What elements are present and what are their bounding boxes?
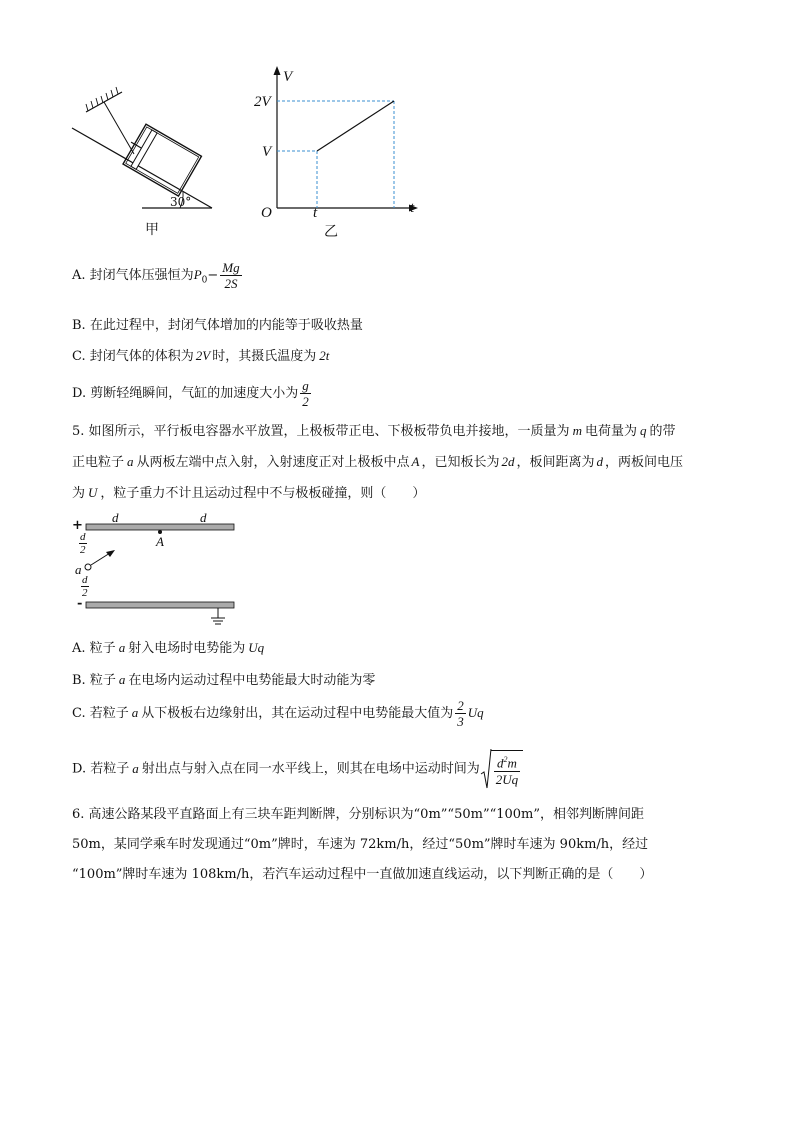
q4-option-a: A. 封闭气体压强恒为$P_0-$ $\frac{Mg}{2S}$ bbox=[72, 260, 240, 291]
capacitor-figure bbox=[70, 510, 250, 630]
option-text: 在此过程中，封闭气体增加的内能等于吸收热量 bbox=[89, 318, 363, 333]
option-text: 封闭气体压强恒为 bbox=[89, 268, 194, 283]
q5-option-a: A. 粒子 a 射入电场时电势能为 Uq bbox=[72, 640, 265, 656]
q6-stem: 6. 高速公路某段平直路面上有三块车距判断牌，分别标识为“0m”“50m”“100m”，相邻判断牌间距 50m，某同学乘车时发现通过“0m”牌时，车速为 72km/h，经过“50m”牌时车速为 90km/h，经过 “100m”牌时车速为 108km/h，若汽车运动过程中一直做加速直线运动，以下判断正确的是（ ） bbox=[72, 807, 653, 882]
tick-label-2v: 2V bbox=[254, 94, 271, 110]
option-label: C. bbox=[72, 349, 86, 364]
square-root: $\frac{d^2m}{2Uq}$ bbox=[480, 748, 523, 790]
plate-d-right: d bbox=[200, 510, 207, 525]
particle-a bbox=[85, 564, 91, 570]
figure-caption-jia: 甲 bbox=[145, 222, 159, 238]
option-label: A. bbox=[72, 268, 86, 283]
half-d-top: d 2 bbox=[80, 531, 86, 556]
q5-option-c: C. 若粒子 a 从下极板右边缘射出，其在运动过程中电势能最大值为 $\frac{2}{3}$ Uq bbox=[72, 698, 484, 729]
q4-option-b bbox=[72, 318, 363, 334]
tick-label-t: t bbox=[313, 205, 318, 221]
particle-label: a bbox=[75, 562, 82, 577]
x-axis-label: t bbox=[410, 200, 415, 216]
figure-jia bbox=[60, 80, 230, 240]
plus-sign: + bbox=[72, 518, 83, 533]
option-label: D. bbox=[72, 386, 87, 401]
figure-caption-yi: 乙 bbox=[324, 224, 338, 240]
angle-label: 30° bbox=[170, 195, 192, 209]
q5-option-b: B. 粒子 a 在电场内运动过程中电势能最大时动能为零 bbox=[72, 672, 376, 688]
minus-sign: - bbox=[77, 596, 83, 611]
fraction: $\frac{Mg}{2S}$ bbox=[222, 260, 240, 291]
option-label: B. bbox=[72, 318, 86, 333]
plate-d-left: d bbox=[112, 510, 119, 525]
fraction: $\frac{2}{3}$ bbox=[457, 698, 464, 729]
figure-yi-graph bbox=[250, 60, 430, 220]
q5-option-d: D. 若粒子 a 射出点与射入点在同一水平线上，则其在电场中运动时间为 $\frac{d^2m}{2Uq}$ bbox=[72, 748, 523, 790]
fraction: $\frac{g}{2}$ bbox=[302, 378, 309, 409]
origin-label: O bbox=[261, 205, 272, 221]
q4-option-d: D. 剪断轻绳瞬间，气缸的加速度大小为 $\frac{g}{2}$ bbox=[72, 378, 309, 409]
half-d-bottom: d 2 bbox=[82, 574, 88, 599]
y-axis-label: V bbox=[283, 69, 293, 85]
q4-option-c: C. 封闭气体的体积为 2V 时，其摄氏温度为 2t bbox=[72, 348, 330, 364]
q5-stem: 5. 如图所示，平行板电容器水平放置，上极板带正电、下极板带负电并接地，一质量为 m 电荷量为 q 的带 正电粒子 a 从两板左端中点入射，入射速度正对上极板中点 A ，已知板长为 2d ，板间距离为 d ，两板间电压 为 U ，粒子重力不计且运动过程中不与极板碰撞，则（ ） bbox=[72, 423, 684, 501]
point-a-label: A bbox=[156, 534, 164, 549]
tick-label-v: V bbox=[262, 144, 272, 160]
